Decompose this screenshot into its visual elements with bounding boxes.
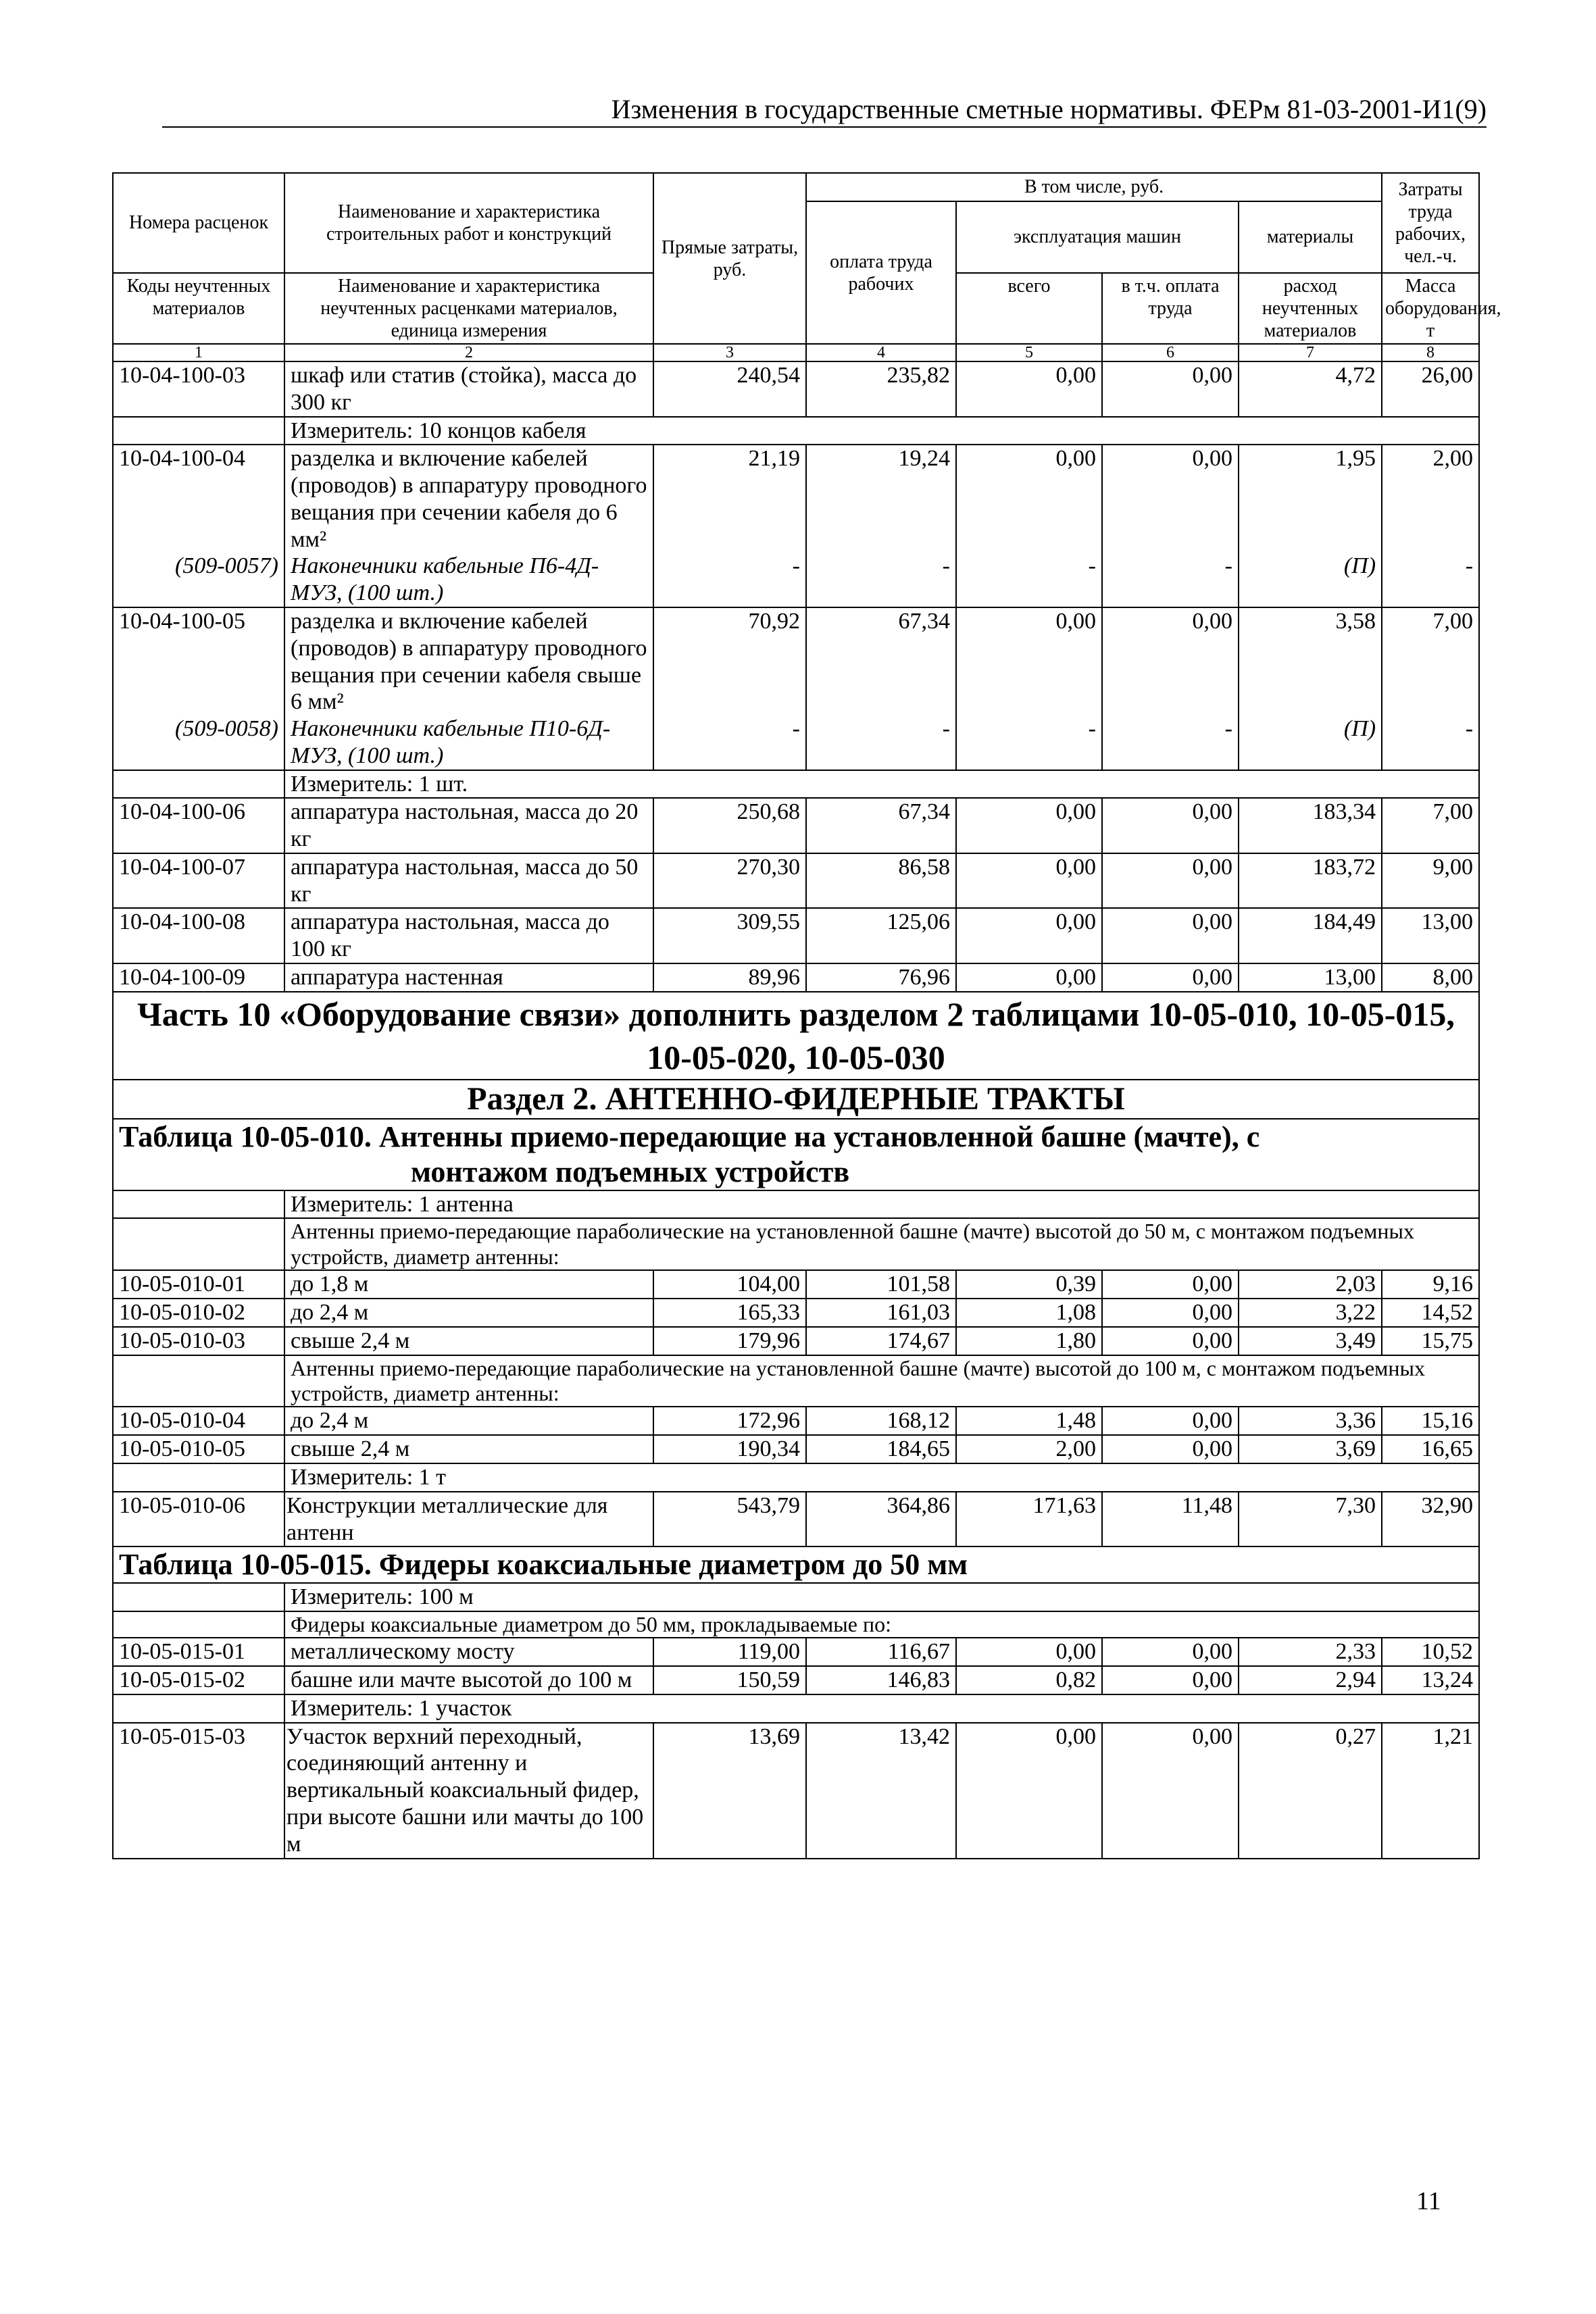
rate-name: аппаратура настольная, масса до 20 кг: [284, 798, 653, 853]
rate-name: свыше 2,4 м: [284, 1435, 653, 1463]
labor-pay: 67,34: [806, 607, 956, 715]
labor-pay: 364,86: [806, 1492, 956, 1547]
rate-name: аппаратура настольная, масса до 50 кг: [284, 853, 653, 909]
table-row: [113, 853, 1479, 909]
rate-code: 10-05-015-03: [113, 1723, 284, 1859]
col-number: 2: [284, 344, 653, 361]
table-row: [113, 1638, 1479, 1666]
direct-costs: 179,96: [653, 1327, 806, 1355]
col-number: 3: [653, 344, 806, 361]
material-value: -: [956, 715, 1102, 770]
material-code: (509-0057): [113, 553, 284, 607]
materials: 13,00: [1239, 963, 1382, 992]
labor-pay: 101,58: [806, 1270, 956, 1299]
measure-row: [113, 1463, 1479, 1492]
rate-name: до 1,8 м: [284, 1270, 653, 1299]
machines-total: 0,39: [956, 1270, 1102, 1299]
header-materials-unaccounted: расход неучтенных материалов: [1239, 273, 1382, 344]
table-title: Таблица 10-05-015. Фидеры коаксиальные диаметром до 50 мм: [113, 1546, 1479, 1583]
labor-pay: 235,82: [806, 361, 956, 417]
materials: 2,33: [1239, 1638, 1382, 1666]
labor-pay: 168,12: [806, 1407, 956, 1435]
labor-pay: 13,42: [806, 1723, 956, 1859]
direct-costs: 543,79: [653, 1492, 806, 1547]
materials: 4,72: [1239, 361, 1382, 417]
material-row: [113, 553, 1479, 607]
machines-total: 0,00: [956, 798, 1102, 853]
header-including: В том числе, руб.: [806, 173, 1382, 201]
machines-labor: 0,00: [1102, 798, 1239, 853]
machines-total: 0,00: [956, 963, 1102, 992]
direct-costs: 250,68: [653, 798, 806, 853]
table-title-row: [113, 1546, 1479, 1583]
description-row: [113, 1218, 1479, 1270]
measure-row: [113, 1694, 1479, 1723]
labor-cost: 7,00: [1382, 798, 1479, 853]
materials: 3,58: [1239, 607, 1382, 715]
header-code-materials: Коды неучтенных материалов: [113, 273, 284, 344]
machines-labor: 0,00: [1102, 1723, 1239, 1859]
header-machines: эксплуатация машин: [956, 201, 1239, 273]
direct-costs: 240,54: [653, 361, 806, 417]
labor-cost: 26,00: [1382, 361, 1479, 417]
material-value: -: [653, 553, 806, 607]
material-value: -: [1102, 553, 1239, 607]
labor-cost: 8,00: [1382, 963, 1479, 992]
col-number: 6: [1102, 344, 1239, 361]
table-title-line: Таблица 10-05-010. Антенны приемо-передающие на установленной башне (мачте), с: [119, 1120, 1260, 1153]
direct-costs: 309,55: [653, 908, 806, 963]
material-value: -: [1382, 553, 1479, 607]
table-row: [113, 361, 1479, 417]
machines-labor: 0,00: [1102, 963, 1239, 992]
material-row: [113, 715, 1479, 770]
machines-labor: 11,48: [1102, 1492, 1239, 1547]
table-row: [113, 1666, 1479, 1694]
measure-label: Измеритель: 1 участок: [284, 1694, 1479, 1723]
material-value: -: [1382, 715, 1479, 770]
part-heading-row: [113, 992, 1479, 1080]
machines-total: 0,00: [956, 853, 1102, 909]
machines-labor: 0,00: [1102, 1666, 1239, 1694]
machines-labor: 0,00: [1102, 1299, 1239, 1327]
machines-total: 0,82: [956, 1666, 1102, 1694]
measure-row: [113, 1190, 1479, 1219]
description-row: [113, 1611, 1479, 1638]
rate-code: 10-05-010-06: [113, 1492, 284, 1547]
table-title-line: монтажом подъемных устройств: [411, 1155, 850, 1188]
table-row: [113, 798, 1479, 853]
table-title-row: [113, 1119, 1479, 1190]
direct-costs: 270,30: [653, 853, 806, 909]
materials: 184,49: [1239, 908, 1382, 963]
labor-cost: 32,90: [1382, 1492, 1479, 1547]
rate-name: Конструкции металлические для антенн: [284, 1492, 653, 1547]
table-row: [113, 607, 1479, 715]
header-machines-labor: в т.ч. оплата труда: [1102, 273, 1239, 344]
materials: 0,27: [1239, 1723, 1382, 1859]
direct-costs: 89,96: [653, 963, 806, 992]
description-row: [113, 1355, 1479, 1407]
rate-code: 10-05-010-02: [113, 1299, 284, 1327]
column-numbers-row: [113, 344, 1479, 361]
labor-pay: 19,24: [806, 445, 956, 553]
rate-name: свыше 2,4 м: [284, 1327, 653, 1355]
machines-labor: 0,00: [1102, 445, 1239, 553]
measure-row: [113, 417, 1479, 445]
labor-cost: 13,24: [1382, 1666, 1479, 1694]
material-value: -: [653, 715, 806, 770]
measure-label: Измеритель: 1 шт.: [284, 770, 1479, 799]
table-head: [113, 173, 1501, 362]
material-value: -: [806, 553, 956, 607]
direct-costs: 190,34: [653, 1435, 806, 1463]
machines-total: 1,80: [956, 1327, 1102, 1355]
header-code-rates: Номера расценок: [113, 173, 284, 273]
materials: 1,95: [1239, 445, 1382, 553]
machines-labor: 0,00: [1102, 1638, 1239, 1666]
header-name-materials: Наименование и характеристика неучтенных расценками материалов, единица измерения: [284, 273, 653, 344]
machines-total: 0,00: [956, 445, 1102, 553]
group-description: Фидеры коаксиальные диаметром до 50 мм, прокладываемые по:: [284, 1611, 1479, 1638]
direct-costs: 172,96: [653, 1407, 806, 1435]
materials: 3,22: [1239, 1299, 1382, 1327]
rate-code: 10-05-010-01: [113, 1270, 284, 1299]
rate-code: 10-05-010-03: [113, 1327, 284, 1355]
labor-cost: 15,16: [1382, 1407, 1479, 1435]
section-heading: Раздел 2. АНТЕННО-ФИДЕРНЫЕ ТРАКТЫ: [113, 1080, 1479, 1119]
materials: 2,94: [1239, 1666, 1382, 1694]
material-value: -: [956, 553, 1102, 607]
material-value: -: [1102, 715, 1239, 770]
labor-cost: 9,16: [1382, 1270, 1479, 1299]
labor-cost: 1,21: [1382, 1723, 1479, 1859]
measure-label: Измеритель: 10 концов кабеля: [284, 417, 1479, 445]
direct-costs: 70,92: [653, 607, 806, 715]
header-materials: материалы: [1239, 201, 1382, 273]
direct-costs: 104,00: [653, 1270, 806, 1299]
measure-label: Измеритель: 1 антенна: [284, 1190, 1479, 1219]
table-row: [113, 1407, 1479, 1435]
machines-labor: 0,00: [1102, 1435, 1239, 1463]
rate-name: шкаф или статив (стойка), масса до 300 кг: [284, 361, 653, 417]
header-labor-cost: Затраты труда рабочих, чел.-ч.: [1382, 173, 1479, 273]
material-value: (П): [1239, 553, 1382, 607]
rate-code: 10-05-010-05: [113, 1435, 284, 1463]
table-row: [113, 963, 1479, 992]
labor-pay: 67,34: [806, 798, 956, 853]
rate-name: металлическому мосту: [284, 1638, 653, 1666]
rate-code: 10-04-100-09: [113, 963, 284, 992]
section-heading-row: [113, 1080, 1479, 1119]
machines-total: 1,48: [956, 1407, 1102, 1435]
labor-cost: 16,65: [1382, 1435, 1479, 1463]
rate-code: 10-05-015-02: [113, 1666, 284, 1694]
group-description: Антенны приемо-передающие параболические на установленной башне (мачте) высотой до 50 м, с монтажом подъемных устройств, диаметр антенны:: [284, 1218, 1479, 1270]
table-row: [113, 1327, 1479, 1355]
rate-name: Участок верхний переходный, соединяющий антенну и вертикальный коаксиальный фидер, при высоте башни или мачты до 100 м: [284, 1723, 653, 1859]
materials: 3,36: [1239, 1407, 1382, 1435]
materials: 3,49: [1239, 1327, 1382, 1355]
labor-pay: 116,67: [806, 1638, 956, 1666]
labor-pay: 86,58: [806, 853, 956, 909]
measure-row: [113, 770, 1479, 799]
header-name-works: Наименование и характеристика строительных работ и конструкций: [284, 173, 653, 273]
rate-name: аппаратура настольная, масса до 100 кг: [284, 908, 653, 963]
materials: 3,69: [1239, 1435, 1382, 1463]
page-number: 11: [1416, 2187, 1441, 2215]
direct-costs: 119,00: [653, 1638, 806, 1666]
labor-cost: 14,52: [1382, 1299, 1479, 1327]
rate-name: разделка и включение кабелей (проводов) в аппаратуру проводного вещания при сечении кабеля до 6 мм²: [284, 445, 653, 553]
material-name: Наконечники кабельные П6-4Д-МУЗ, (100 шт.): [284, 553, 653, 607]
direct-costs: 21,19: [653, 445, 806, 553]
table-row: [113, 1723, 1479, 1859]
table-row: [113, 1270, 1479, 1299]
table-row: [113, 445, 1479, 553]
labor-cost: 15,75: [1382, 1327, 1479, 1355]
labor-cost: 7,00: [1382, 607, 1479, 715]
header-labor-pay: оплата труда рабочих: [806, 201, 956, 344]
measure-label: Измеритель: 100 м: [284, 1583, 1479, 1611]
col-number: 7: [1239, 344, 1382, 361]
rate-code: 10-05-015-01: [113, 1638, 284, 1666]
labor-pay: 184,65: [806, 1435, 956, 1463]
machines-total: 0,00: [956, 607, 1102, 715]
rate-code: 10-05-010-04: [113, 1407, 284, 1435]
rate-name: аппаратура настенная: [284, 963, 653, 992]
material-name: Наконечники кабельные П10-6Д-МУЗ, (100 шт.): [284, 715, 653, 770]
labor-cost: 13,00: [1382, 908, 1479, 963]
table-row: [113, 1492, 1479, 1547]
labor-pay: 125,06: [806, 908, 956, 963]
rate-name: башне или мачте высотой до 100 м: [284, 1666, 653, 1694]
labor-pay: 76,96: [806, 963, 956, 992]
rate-code: 10-04-100-03: [113, 361, 284, 417]
group-description: Антенны приемо-передающие параболические на установленной башне (мачте) высотой до 100 м, с монтажом подъемных устройств, диаметр антенны:: [284, 1355, 1479, 1407]
measure-row: [113, 1583, 1479, 1611]
table-row: [113, 1299, 1479, 1327]
machines-total: 0,00: [956, 1638, 1102, 1666]
materials: 2,03: [1239, 1270, 1382, 1299]
material-value: (П): [1239, 715, 1382, 770]
machines-total: 1,08: [956, 1299, 1102, 1327]
rate-code: 10-04-100-08: [113, 908, 284, 963]
machines-total: 0,00: [956, 908, 1102, 963]
running-header: Изменения в государственные сметные нормативы. ФЕРм 81-03-2001-И1(9): [162, 93, 1487, 128]
rate-code: 10-04-100-06: [113, 798, 284, 853]
direct-costs: 13,69: [653, 1723, 806, 1859]
col-number: 5: [956, 344, 1102, 361]
machines-labor: 0,00: [1102, 607, 1239, 715]
machines-labor: 0,00: [1102, 853, 1239, 909]
machines-total: 0,00: [956, 1723, 1102, 1859]
header-equipment-mass: Масса оборудования, т: [1382, 273, 1479, 344]
col-number: 8: [1382, 344, 1479, 361]
measure-label: Измеритель: 1 т: [284, 1463, 1479, 1492]
table-body: [113, 361, 1479, 1858]
rate-code: 10-04-100-07: [113, 853, 284, 909]
rate-code: 10-04-100-05: [113, 607, 284, 715]
labor-cost: 2,00: [1382, 445, 1479, 553]
table-row: [113, 908, 1479, 963]
rates-table: [112, 172, 1501, 1859]
col-number: 4: [806, 344, 956, 361]
material-value: -: [806, 715, 956, 770]
labor-cost: 10,52: [1382, 1638, 1479, 1666]
material-code: (509-0058): [113, 715, 284, 770]
machines-total: 2,00: [956, 1435, 1102, 1463]
labor-cost: 9,00: [1382, 853, 1479, 909]
table-title: [113, 1119, 1479, 1190]
machines-labor: 0,00: [1102, 361, 1239, 417]
labor-pay: 146,83: [806, 1666, 956, 1694]
labor-pay: 161,03: [806, 1299, 956, 1327]
machines-labor: 0,00: [1102, 1407, 1239, 1435]
machines-labor: 0,00: [1102, 1327, 1239, 1355]
header-machines-total: всего: [956, 273, 1102, 344]
part-heading: Часть 10 «Оборудование связи» дополнить разделом 2 таблицами 10-05-010, 10-05-015, 10-05-020, 10-05-030: [113, 992, 1479, 1080]
rate-code: 10-04-100-04: [113, 445, 284, 553]
col-number: 1: [113, 344, 284, 361]
materials: 183,72: [1239, 853, 1382, 909]
direct-costs: 150,59: [653, 1666, 806, 1694]
rate-name: разделка и включение кабелей (проводов) в аппаратуру проводного вещания при сечении кабеля свыше 6 мм²: [284, 607, 653, 715]
machines-labor: 0,00: [1102, 908, 1239, 963]
direct-costs: 165,33: [653, 1299, 806, 1327]
header-direct-costs: Прямые затраты, руб.: [653, 173, 806, 344]
machines-total: 171,63: [956, 1492, 1102, 1547]
materials: 183,34: [1239, 798, 1382, 853]
rate-name: до 2,4 м: [284, 1407, 653, 1435]
rate-name: до 2,4 м: [284, 1299, 653, 1327]
machines-labor: 0,00: [1102, 1270, 1239, 1299]
labor-pay: 174,67: [806, 1327, 956, 1355]
machines-total: 0,00: [956, 361, 1102, 417]
materials: 7,30: [1239, 1492, 1382, 1547]
table-row: [113, 1435, 1479, 1463]
